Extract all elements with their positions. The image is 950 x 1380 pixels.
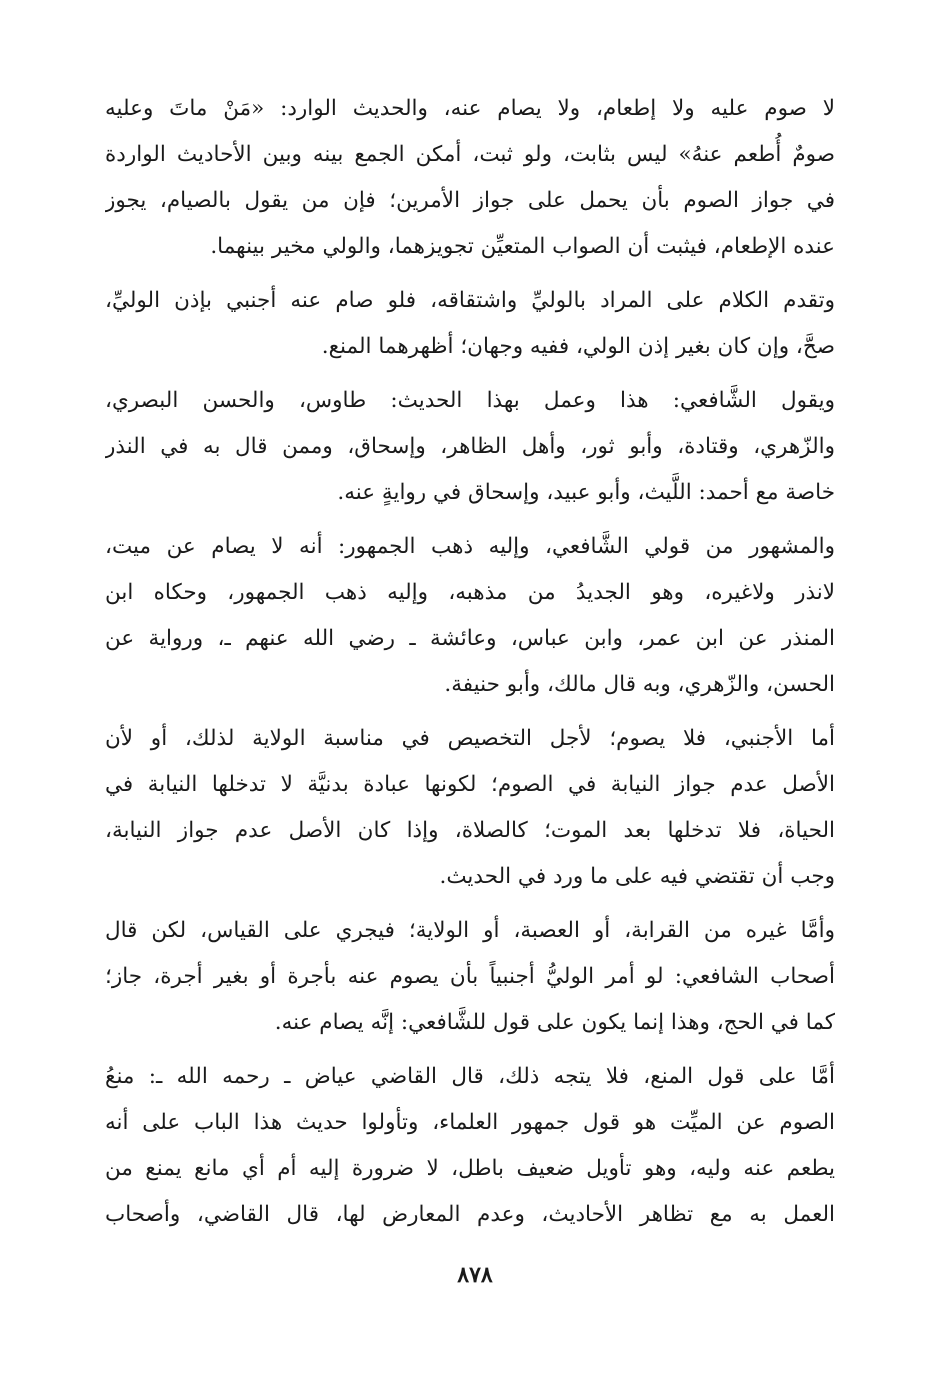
text-line: عنده الإطعام، فيثبت أن الصواب المتعيِّن تجويزهما، والولي مخير بينهما.: [210, 234, 835, 259]
text-line: يطعم عنه وليه، وهو تأويل ضعيف باطل، لا ضرورة إليه أم أي مانع يمنع من: [105, 1156, 835, 1181]
text-line: خاصة مع أحمد: اللَّيث، وأبو عبيد، وإسحاق في روايةٍ عنه.: [337, 480, 835, 505]
text-line: ويقول الشَّافعي: هذا وعمل بهذا الحديث: طاوس، والحسن البصري،: [105, 388, 835, 413]
text-line: لا صوم عليه ولا إطعام، ولا يصام عنه، والحديث الوارد: «مَنْ ماتَ وعليه: [105, 96, 835, 121]
text-line: كما في الحج، وهذا إنما يكون على قول للشَّافعي: إنَّه يصام عنه.: [274, 1010, 835, 1035]
text-line: الحسن، والزّهري، وبه قال مالك، وأبو حنيفة.: [444, 672, 835, 697]
paragraph-6: [105, 908, 835, 1046]
text-line: وتقدم الكلام على المراد بالوليِّ واشتقاقه، فلو صام عنه أجنبي بإذن الوليِّ،: [105, 288, 835, 313]
paragraph-5: [105, 716, 835, 900]
text-line: وجب أن تقتضي فيه على ما ورد في الحديث.: [439, 864, 835, 889]
text-line: وأمَّا غيره من القرابة، أو العصبة، أو الولاية؛ فيجري على القياس، لكن قال: [105, 918, 835, 943]
text-line: صومٌ أُطعم عنهُ» ليس بثابت، ولو ثبت، أمكن الجمع بينه وبين الأحاديث الواردة: [105, 142, 835, 167]
paragraph-1: [105, 86, 835, 270]
text-line: أمَّا على قول المنع، فلا يتجه ذلك، قال القاضي عياض ـ رحمه الله ـ: منعُ: [105, 1064, 835, 1089]
page-number: ٨٧٨: [457, 1262, 493, 1288]
paragraph-3: [105, 378, 835, 516]
text-line: أصحاب الشافعي: لو أمر الوليُّ أجنبياً بأن يصوم عنه بأجرة أو بغير أجرة، جاز؛: [105, 964, 835, 989]
text-line: الحياة، فلا تدخلها بعد الموت؛ كالصلاة، وإذا كان الأصل عدم جواز النيابة،: [105, 818, 835, 843]
text-line: والمشهور من قولي الشَّافعي، وإليه ذهب الجمهور: أنه لا يصام عن ميت،: [105, 534, 835, 559]
page-body: [105, 86, 835, 1380]
text-line: العمل به مع تظاهر الأحاديث، وعدم المعارض لها، قال القاضي، وأصحاب: [105, 1202, 835, 1227]
text-line: المنذر عن ابن عمر، وابن عباس، وعائشة ـ رضي الله عنهم ـ، ورواية عن: [105, 626, 835, 651]
text-line: صحَّ، وإن كان بغير إذن الولي، ففيه وجهان؛ أظهرهما المنع.: [321, 334, 835, 359]
text-line: الصوم عن الميِّت هو قول جمهور العلماء، وتأولوا حديث هذا الباب على أنه: [105, 1110, 835, 1135]
text-line: والزّهري، وقتادة، وأبو ثور، وأهل الظاهر، وإسحاق، وممن قال به في النذر: [105, 434, 835, 459]
text-line: أما الأجنبي، فلا يصوم؛ لأجل التخصيص في مناسبة الولاية لذلك، أو لأن: [105, 726, 835, 751]
text-line: لانذر ولاغيره، وهو الجديدُ من مذهبه، وإليه ذهب الجمهور، وحكاه ابن: [105, 580, 835, 605]
paragraph-7: [105, 1054, 835, 1238]
paragraph-2: [105, 278, 835, 370]
text-line: في جواز الصوم بأن يحمل على جواز الأمرين؛ فإن من يقول بالصيام، يجوز: [105, 188, 835, 213]
text-line: الأصل عدم جواز النيابة في الصوم؛ لكونها عبادة بدنيَّة لا تدخلها النيابة في: [105, 772, 835, 797]
paragraph-4: [105, 524, 835, 708]
